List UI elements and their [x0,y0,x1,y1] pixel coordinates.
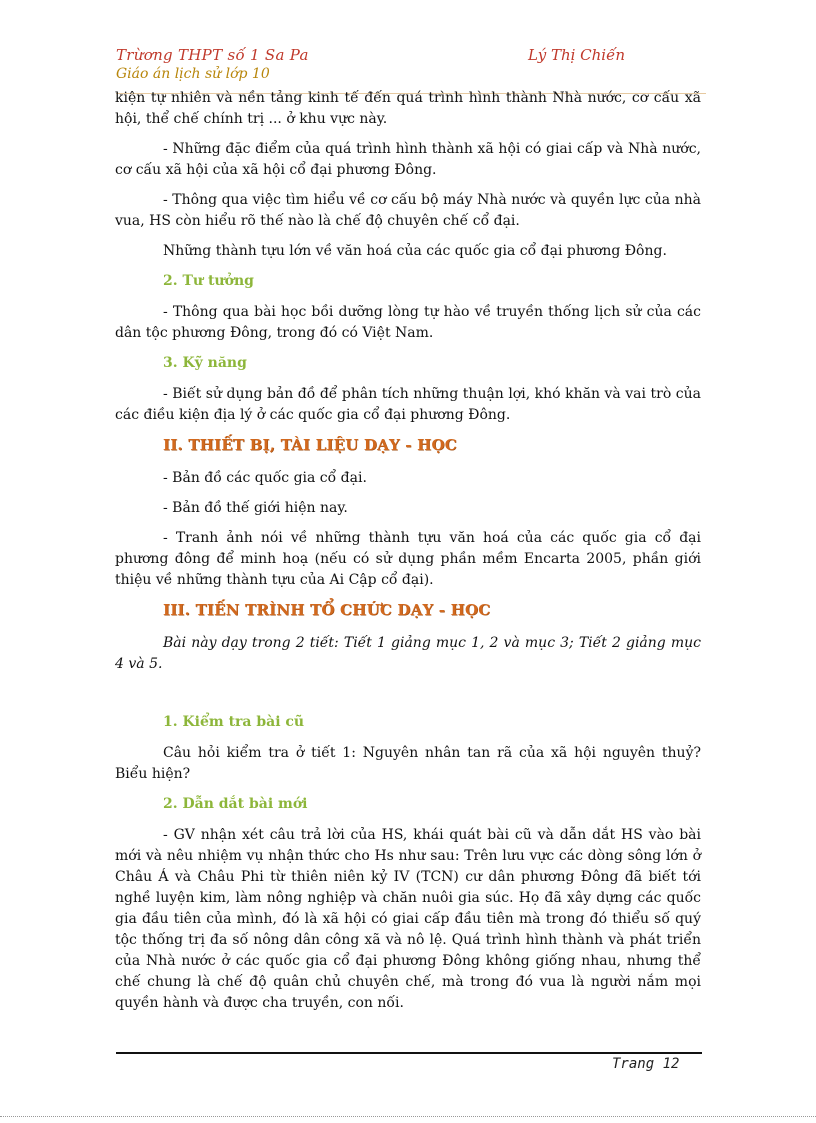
spacer [115,684,701,706]
paragraph: Bài này dạy trong 2 tiết: Tiết 1 giảng mục 1, 2 và mục 3; Tiết 2 giảng mục 4 và 5. [115,635,701,672]
section-heading-ky-nang: 3. Kỹ năng [163,355,247,371]
header-author: Lý Thị Chiến [528,46,625,64]
page-header [116,44,706,90]
paragraph: - Biết sử dụng bản đồ để phân tích những thuận lợi, khó khăn và vai trò của các điều kiện địa lý ở các quốc gia cổ đại phương Đông. [115,386,701,423]
list-item: - Tranh ảnh nói về những thành tựu văn hoá của các quốc gia cổ đại phương đông để minh hoạ (nếu có sử dụng phần mềm Encarta 2005, phần giới thiệu về những thành tựu của Ai Cập cổ đại). [115,530,701,588]
paragraph: kiện tự nhiên và nền tảng kinh tế đến quá trình hình thành Nhà nước, cơ cấu xã hội, thể chế chính trị ... ở khu vực này. [115,90,701,127]
document-body [115,88,701,1023]
paragraph: - GV nhận xét câu trả lời của HS, khái quát bài cũ và dẫn dắt HS vào bài mới và nêu nhiệm vụ nhận thức cho Hs như sau: Trên lưu vực các dòng sông lớn ở Châu Á và Châu Phi từ thiên niên kỷ IV (TCN) cư dân phương Đông đã biết tới nghề luyện kim, làm nông nghiệp và chăn nuôi gia súc. Họ đã xây dựng các quốc gia đầu tiên của mình, đó là xã hội có giai cấp đầu tiên mà trong đó thiểu số quý tộc thống trị đa số nông dân công xã và nô lệ. Quá trình hình thành và phát triển của Nhà nước ở các quốc gia cổ đại phương Đông không giống nhau, nhưng thể chế chung là chế độ quân chủ chuyên chế, mà trong đó vua là người nắm mọi quyền hành và được cha truyền, con nối. [115,827,701,1011]
page-number: Trang 12 [612,1056,680,1072]
section-heading-tien-trinh: III. TIẾN TRÌNH TỔ CHỨC DẠY - HỌC [163,601,491,619]
page-break-line [0,1116,816,1117]
header-subtitle: Giáo án lịch sử lớp 10 [116,66,270,82]
section-heading-dan-dat: 2. Dẫn dắt bài mới [163,796,308,812]
header-school: Trừơng THPT số 1 Sa Pa [116,46,309,64]
list-item: - Bản đồ thế giới hiện nay. [163,500,348,516]
paragraph: Câu hỏi kiểm tra ở tiết 1: Nguyên nhân tan rã của xã hội nguyên thuỷ? Biểu hiện? [115,745,701,782]
list-item: - Bản đồ các quốc gia cổ đại. [163,470,367,486]
section-heading-tu-tuong: 2. Tư tưởng [163,273,254,289]
section-heading-thiet-bi: II. THIẾT BỊ, TÀI LIỆU DẠY - HỌC [163,436,457,454]
section-heading-kiem-tra: 1. Kiểm tra bài cũ [163,714,305,730]
paragraph: - Thông qua bài học bồi dưỡng lòng tự hào về truyền thống lịch sử của các dân tộc phương Đông, trong đó có Việt Nam. [115,304,701,341]
paragraph: - Thông qua việc tìm hiểu về cơ cấu bộ máy Nhà nước và quyền lực của nhà vua, HS còn hiểu rõ thế nào là chế độ chuyên chế cổ đại. [115,192,701,229]
paragraph: - Những đặc điểm của quá trình hình thành xã hội có giai cấp và Nhà nước, cơ cấu xã hội của xã hội cổ đại phương Đông. [115,141,701,178]
footer-rule [116,1052,702,1054]
paragraph: Những thành tựu lớn về văn hoá của các quốc gia cổ đại phương Đông. [163,243,667,259]
